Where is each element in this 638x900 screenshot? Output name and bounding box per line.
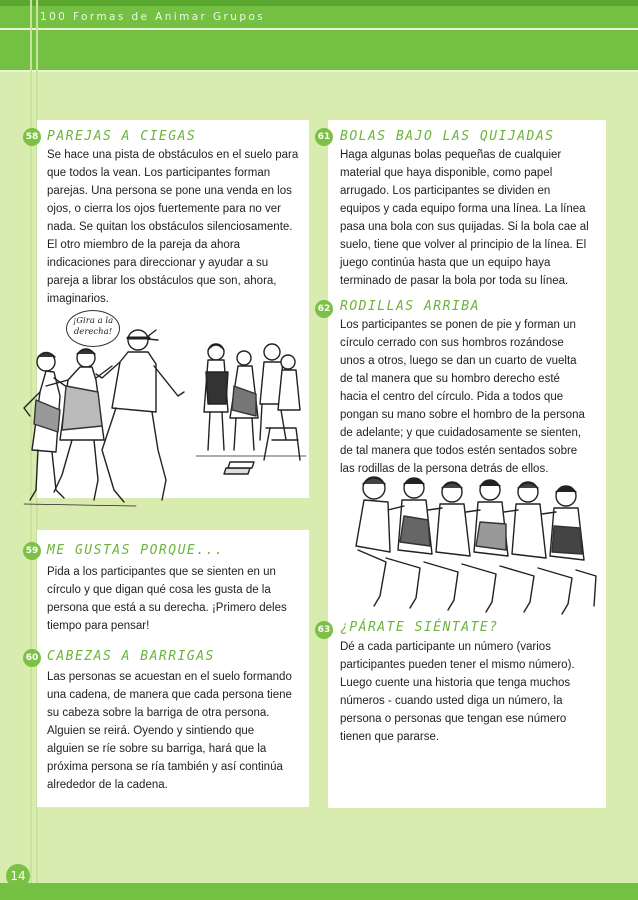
section-body-58 [47, 146, 307, 308]
text-line: alguien se ríe sobre su barriga, hará que la [47, 743, 267, 755]
text-line: pareja a librar los obstáculos que son, ahora, [47, 275, 277, 287]
section-number-58: 58 [23, 128, 41, 146]
text-line: Haga algunas bolas pequeñas de cualquier [340, 149, 562, 161]
text-line: Se hace una pista de obstáculos en el suelo para [47, 149, 299, 161]
section-title-62: RODILLAS ARRIBA [340, 299, 480, 314]
header-rule-top [0, 28, 638, 30]
knees-up-illustration [340, 466, 602, 616]
text-line: de adelante; y que cuidadosamente se sienten, [340, 427, 582, 439]
text-line: Pida a los participantes que se sienten en un [47, 566, 276, 578]
text-line: nada. Se quitan los obstáculos silenciosamente. [47, 221, 293, 233]
text-line: equipos y cada equipo forma una línea. La línea [340, 203, 586, 215]
section-number-62: 62 [315, 300, 333, 318]
speech-text-line: ¡Gira a la [72, 316, 114, 326]
section-body-61 [340, 146, 602, 290]
section-number-59: 59 [23, 542, 41, 560]
text-line: Los participantes se ponen de pie y forman un [340, 319, 576, 331]
section-number-61: 61 [315, 128, 333, 146]
text-line: una cadena, de manera que cada persona tiene [47, 689, 292, 701]
text-line: pasa una bola con sus quijadas. Si la bola cae al [340, 221, 589, 233]
text-line: de tal manera que su hombro derecho esté [340, 373, 560, 385]
text-line: terminado de pasar la bola por toda su línea. [340, 275, 569, 287]
text-line: Dé a cada participante un número (varios [340, 641, 551, 653]
text-line: indicaciones para direccionar y ayudar a su [47, 257, 269, 269]
text-line: arrugado. Los participantes se dividen en [340, 185, 551, 197]
section-number-63: 63 [315, 621, 333, 639]
footer-band [0, 883, 638, 900]
text-line: material que haya disponible, como papel [340, 167, 553, 179]
section-number-60: 60 [23, 649, 41, 667]
text-line: imaginarios. [47, 293, 109, 305]
speech-text-line: derecha! [73, 327, 113, 337]
text-line: persona que está a su derecha. ¡Primero deles [47, 602, 287, 614]
section-title-59: ME GUSTAS PORQUE... [47, 543, 225, 558]
text-line: números - cuando usted diga un número, la [340, 695, 563, 707]
text-line: tienen que pararse. [340, 731, 440, 743]
text-line: participantes pueden tener el mismo número). [340, 659, 575, 671]
text-line: pongan su mano sobre el hombro de la persona [340, 409, 585, 421]
header-title: 100 Formas de Animar Grupos [40, 11, 266, 23]
text-line: juego continúa hasta que un equipo haya [340, 257, 551, 269]
text-line: Las personas se acuestan en el suelo formando [47, 671, 292, 683]
text-line: persona o personas que tengan ese número [340, 713, 567, 725]
section-title-58: PAREJAS A CIEGAS [47, 129, 197, 144]
text-line: las rodillas de la persona detrás de ellos. [340, 463, 549, 475]
section-title-60: CABEZAS A BARRIGAS [47, 649, 215, 664]
text-line: que todos la vean. Los participantes forman [47, 167, 271, 179]
section-body-59 [47, 563, 307, 635]
text-line: su cabeza sobre la barriga de otra persona. [47, 707, 270, 719]
section-title-63: ¿PÁRATE SIÉNTATE? [340, 620, 499, 635]
text-line: círculo y que digan qué cosa les gusta de la [47, 584, 271, 596]
text-line: ojos, o cierra los ojos fuertemente para no ver [47, 203, 281, 215]
text-line: círculo cerrado con sus hombros rozándose [340, 337, 564, 349]
page-number: 14 [6, 864, 30, 888]
blindfold-game-illustration [16, 300, 308, 525]
text-line: unos a otros, luego se dan un cuarto de vuelta [340, 355, 577, 367]
text-line: tiempo para pensar! [47, 620, 150, 632]
speech-bubble [66, 310, 120, 347]
text-line: parejas. Una persona se pone una venda en los [47, 185, 292, 197]
text-line: Alguien se reirá. Oyendo y sintiendo que [47, 725, 255, 737]
header-top-strip [0, 0, 638, 6]
text-line: Luego cuente una historia que tenga muchos [340, 677, 571, 689]
text-line: suelo, tiene que volver al principio de la línea. El [340, 239, 587, 251]
text-line: de tal manera que todos estén sentados sobre [340, 445, 578, 457]
text-line: El otro miembro de la pareja da ahora [47, 239, 241, 251]
section-body-63 [340, 638, 602, 746]
section-body-60 [47, 668, 307, 794]
section-body-62 [340, 316, 602, 478]
text-line: alrededor de la cadena. [47, 779, 168, 791]
text-line: hacia el centro del círculo. Pida a todos que [340, 391, 564, 403]
text-line: próxima persona se ría también y así continúa [47, 761, 283, 773]
header-rule-bottom [0, 70, 638, 72]
section-title-61: BOLAS BAJO LAS QUIJADAS [340, 129, 555, 144]
